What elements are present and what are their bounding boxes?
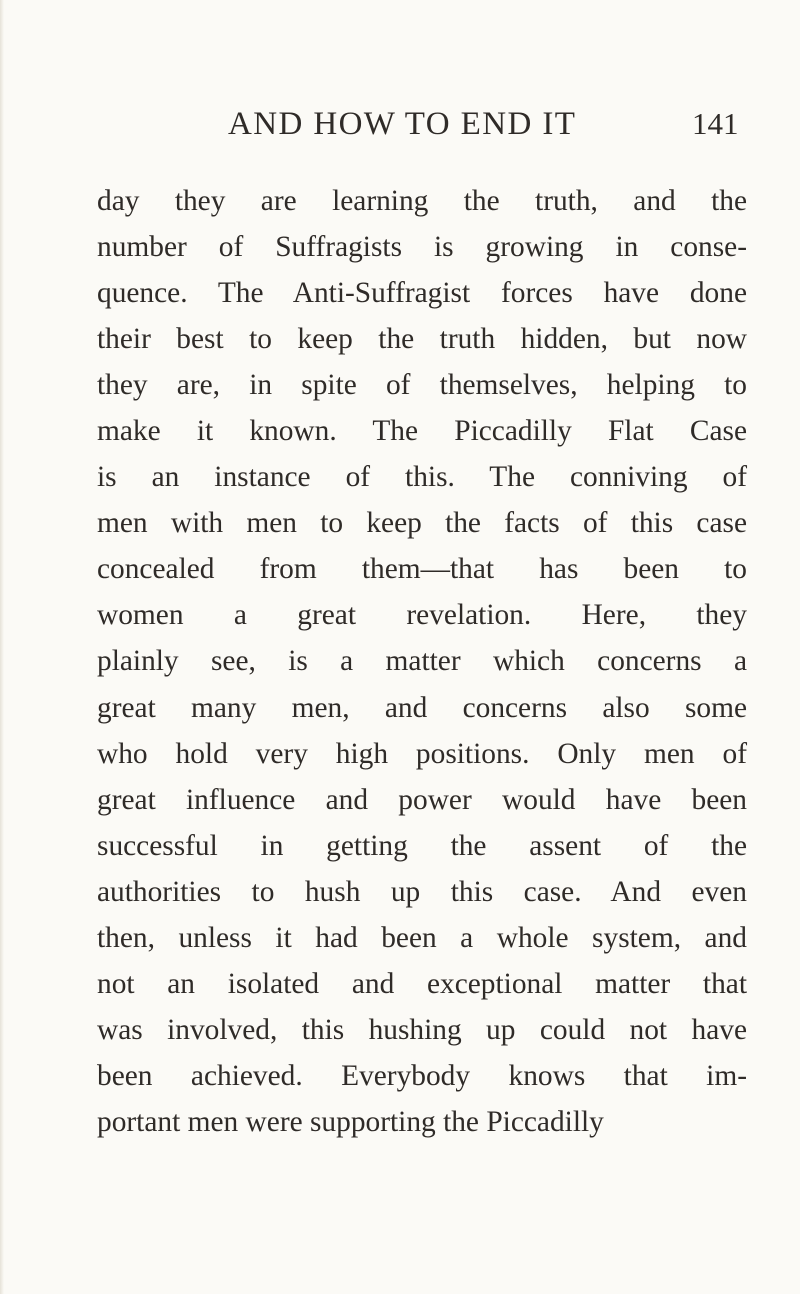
text-line: great influence and power would have been (97, 783, 747, 816)
text-line: not an isolated and exceptional matter that (97, 967, 747, 1000)
text-line: concealed from them—that has been to (97, 553, 747, 586)
text-line: was involved, this hushing up could not have (97, 1013, 747, 1046)
text-line: men with men to keep the facts of this case (97, 507, 747, 540)
text-line: plainly see, is a matter which concerns a (97, 645, 747, 678)
text-line: portant men were supporting the Piccadilly (97, 1105, 604, 1138)
running-title: AND HOW TO END IT (228, 106, 577, 142)
text-line: day they are learning the truth, and the (97, 185, 747, 217)
text-line: quence. The Anti-Suffragist forces have done (97, 277, 747, 310)
text-line: then, unless it had been a whole system, and (97, 921, 747, 954)
text-line: authorities to hush up this case. And even (97, 875, 747, 908)
text-line: they are, in spite of themselves, helping to (97, 369, 747, 402)
text-line: successful in getting the assent of the (97, 829, 747, 862)
text-line: number of Suffragists is growing in conse- (97, 231, 747, 264)
text-line: women a great revelation. Here, they (97, 599, 747, 632)
body-text (97, 178, 747, 1145)
page-number: 141 (692, 106, 739, 141)
text-line: make it known. The Piccadilly Flat Case (97, 415, 747, 448)
text-line: been achieved. Everybody knows that im- (97, 1059, 747, 1092)
text-line: their best to keep the truth hidden, but now (97, 323, 747, 356)
running-head (0, 102, 800, 146)
text-line: is an instance of this. The conniving of (97, 461, 747, 494)
page-edge-shadow (0, 0, 4, 1294)
text-line: great many men, and concerns also some (97, 691, 747, 724)
text-line: who hold very high positions. Only men of (97, 737, 747, 770)
